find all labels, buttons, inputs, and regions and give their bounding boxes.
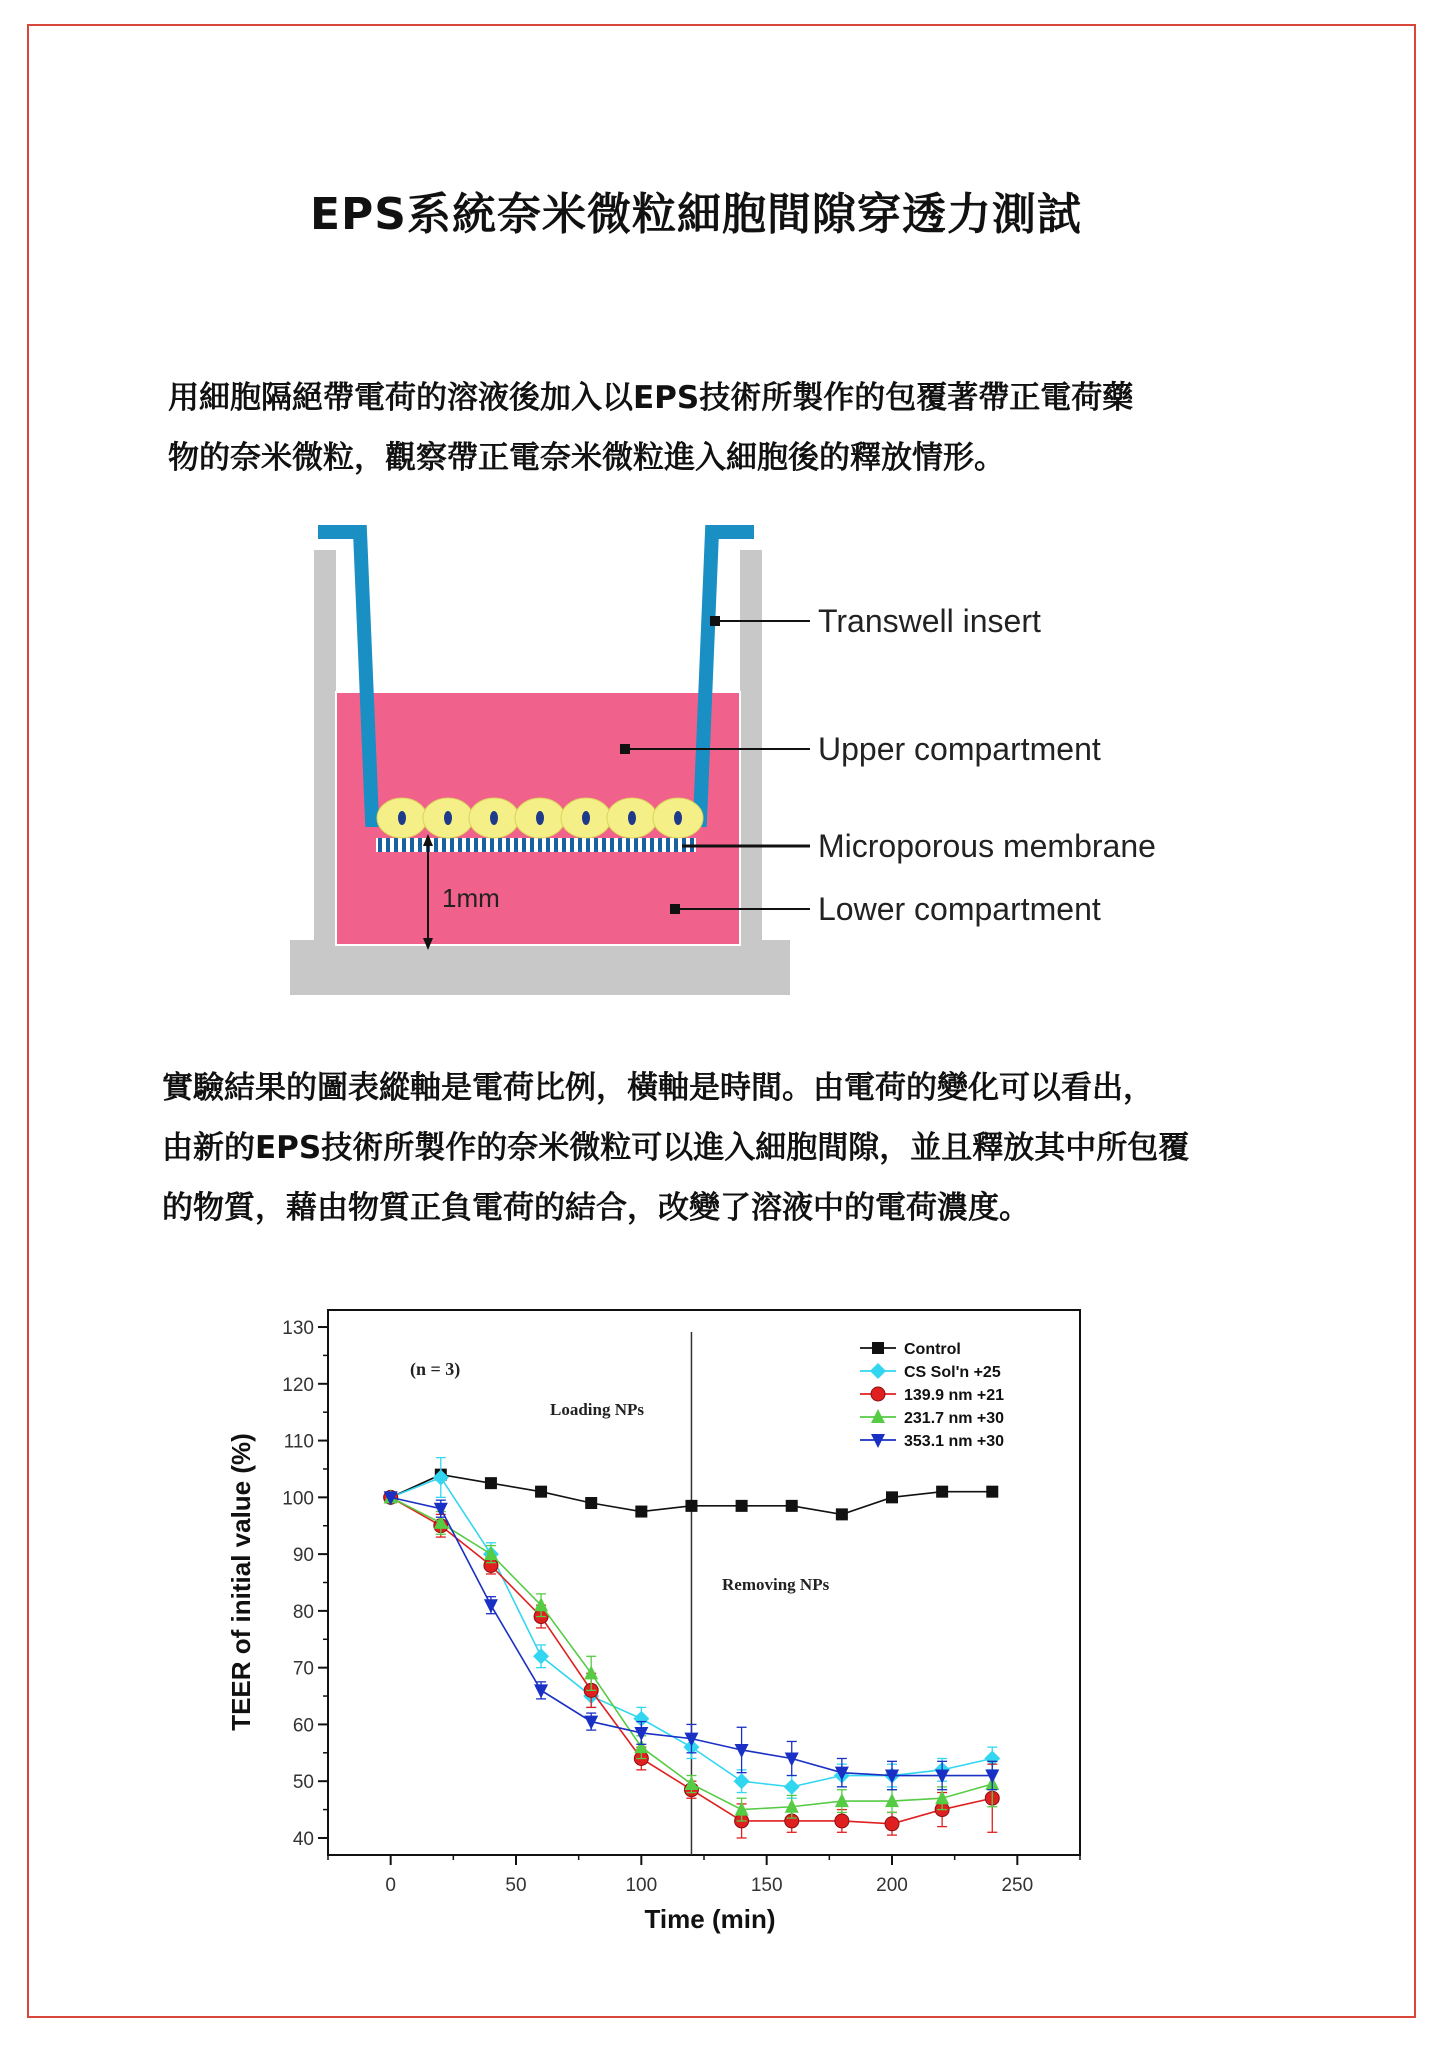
axes bbox=[282, 1318, 1080, 1896]
callout-marker-lower bbox=[670, 904, 680, 914]
y-tick-label: 110 bbox=[283, 1431, 314, 1453]
label-transwell-insert: Transwell insert bbox=[818, 603, 1041, 639]
membrane-pore bbox=[594, 838, 598, 852]
membrane-pore bbox=[402, 838, 406, 852]
results-line: 的物質，藉由物質正負電荷的結合，改變了溶液中的電荷濃度。 bbox=[162, 1190, 1030, 1226]
membrane-pore bbox=[642, 838, 646, 852]
data-point bbox=[871, 1409, 885, 1423]
cell-nucleus bbox=[490, 811, 498, 825]
loading-annotation: Loading NPs bbox=[550, 1400, 644, 1419]
data-point bbox=[684, 1776, 698, 1790]
legend-label: 231.7 nm +30 bbox=[904, 1410, 1005, 1427]
membrane-pore bbox=[514, 838, 518, 852]
membrane-pore bbox=[418, 838, 422, 852]
y-tick-label: 40 bbox=[292, 1828, 314, 1850]
membrane-pore bbox=[586, 838, 590, 852]
results-line: 實驗結果的圖表縱軸是電荷比例，橫軸是時間。由電荷的變化可以看出， bbox=[162, 1070, 1154, 1106]
data-point bbox=[484, 1599, 498, 1613]
membrane-pore bbox=[410, 838, 414, 852]
data-point bbox=[685, 1500, 697, 1512]
intro-line: 物的奈米微粒，觀察帶正電奈米微粒進入細胞後的釋放情形。 bbox=[168, 440, 1005, 476]
x-tick-label: 100 bbox=[625, 1875, 658, 1896]
membrane-pore bbox=[658, 838, 662, 852]
n-annotation: (n = 3) bbox=[410, 1359, 461, 1379]
data-point bbox=[885, 1817, 899, 1831]
data-point bbox=[485, 1477, 497, 1489]
label-microporous-membrane: Microporous membrane bbox=[818, 828, 1156, 864]
membrane-pore bbox=[666, 838, 670, 852]
distance-label: 1mm bbox=[442, 883, 500, 913]
well-base bbox=[290, 940, 790, 995]
legend-label: 139.9 nm +21 bbox=[904, 1387, 1005, 1404]
x-tick-label: 50 bbox=[505, 1875, 527, 1896]
membrane-pore bbox=[610, 838, 614, 852]
data-point bbox=[784, 1779, 800, 1795]
data-point bbox=[533, 1648, 549, 1664]
legend-label: CS Sol'n +25 bbox=[904, 1364, 1001, 1381]
membrane-pore bbox=[538, 838, 542, 852]
membrane-pore bbox=[442, 838, 446, 852]
data-point bbox=[872, 1342, 884, 1354]
membrane-pore bbox=[490, 838, 494, 852]
x-tick-label: 0 bbox=[385, 1875, 396, 1896]
membrane-pore bbox=[554, 838, 558, 852]
membrane-pore bbox=[434, 838, 438, 852]
x-tick-label: 250 bbox=[1001, 1875, 1034, 1896]
data-point bbox=[535, 1486, 547, 1498]
membrane-pore bbox=[482, 838, 486, 852]
legend bbox=[860, 1341, 1004, 1450]
intro-paragraph bbox=[168, 368, 1133, 488]
legend-label: 353.1 nm +30 bbox=[904, 1433, 1005, 1450]
cell-nucleus bbox=[444, 811, 452, 825]
y-axis-label: TEER of initial value (%) bbox=[226, 1433, 256, 1731]
data-point bbox=[985, 1770, 999, 1784]
data-point bbox=[734, 1773, 750, 1789]
x-tick-label: 150 bbox=[750, 1875, 783, 1896]
intro-line: 用細胞隔絕帶電荷的溶液後加入以EPS技術所製作的包覆著帶正電荷藥 bbox=[168, 380, 1134, 416]
data-point bbox=[936, 1486, 948, 1498]
results-line: 由新的EPS技術所製作的奈米微粒可以進入細胞間隙，並且釋放其中所包覆 bbox=[162, 1130, 1190, 1166]
callout-marker-insert bbox=[710, 616, 720, 626]
membrane-pore bbox=[450, 838, 454, 852]
y-tick-label: 120 bbox=[282, 1374, 314, 1396]
membrane-pore bbox=[466, 838, 470, 852]
membrane-pore bbox=[562, 838, 566, 852]
y-tick-label: 80 bbox=[292, 1601, 314, 1623]
x-tick-label: 200 bbox=[876, 1875, 908, 1896]
y-tick-label: 130 bbox=[282, 1318, 314, 1340]
membrane-pore bbox=[394, 838, 398, 852]
cell-nucleus bbox=[582, 811, 590, 825]
cell-nucleus bbox=[628, 811, 636, 825]
data-point bbox=[871, 1434, 885, 1448]
membrane-pore bbox=[506, 838, 510, 852]
legend-label: Control bbox=[904, 1341, 961, 1358]
y-tick-label: 60 bbox=[292, 1715, 314, 1737]
data-point bbox=[836, 1508, 848, 1520]
membrane-pore bbox=[546, 838, 550, 852]
cell-nucleus bbox=[674, 811, 682, 825]
membrane-pore bbox=[498, 838, 502, 852]
data-point bbox=[835, 1814, 849, 1828]
membrane-pore bbox=[626, 838, 630, 852]
data-point bbox=[736, 1500, 748, 1512]
membrane-pore bbox=[378, 838, 382, 852]
callout-marker-upper bbox=[620, 744, 630, 754]
data-point bbox=[886, 1491, 898, 1503]
data-point bbox=[986, 1486, 998, 1498]
membrane-pore bbox=[522, 838, 526, 852]
y-tick-label: 50 bbox=[292, 1772, 314, 1794]
page-title: EPS系統奈米微粒細胞間隙穿透力測試 bbox=[310, 189, 1082, 240]
y-tick-label: 70 bbox=[292, 1658, 314, 1680]
teer-chart bbox=[210, 1300, 1110, 1950]
membrane-pore bbox=[578, 838, 582, 852]
label-lower-compartment: Lower compartment bbox=[818, 891, 1101, 927]
data-point bbox=[635, 1506, 647, 1518]
transwell-diagram bbox=[280, 520, 1156, 1000]
x-axis-label: Time (min) bbox=[644, 1904, 776, 1934]
membrane-pore bbox=[530, 838, 534, 852]
cell-nucleus bbox=[536, 811, 544, 825]
membrane-pore bbox=[634, 838, 638, 852]
y-tick-label: 90 bbox=[292, 1545, 314, 1567]
label-upper-compartment: Upper compartment bbox=[818, 731, 1101, 767]
data-point bbox=[585, 1497, 597, 1509]
membrane-pore bbox=[458, 838, 462, 852]
membrane-pore bbox=[386, 838, 390, 852]
membrane-pore bbox=[570, 838, 574, 852]
y-tick-label: 100 bbox=[282, 1488, 314, 1510]
membrane-pore bbox=[602, 838, 606, 852]
data-point bbox=[534, 1684, 548, 1698]
cell-nucleus bbox=[398, 811, 406, 825]
membrane-pore bbox=[474, 838, 478, 852]
membrane-pore bbox=[618, 838, 622, 852]
membrane-pore bbox=[674, 838, 678, 852]
data-point bbox=[870, 1363, 886, 1379]
data-point bbox=[871, 1387, 885, 1401]
membrane-pore bbox=[650, 838, 654, 852]
data-point bbox=[835, 1793, 849, 1807]
results-paragraph bbox=[162, 1058, 1189, 1238]
data-point bbox=[786, 1500, 798, 1512]
removing-annotation: Removing NPs bbox=[722, 1575, 830, 1594]
well-wall-left bbox=[314, 550, 336, 950]
